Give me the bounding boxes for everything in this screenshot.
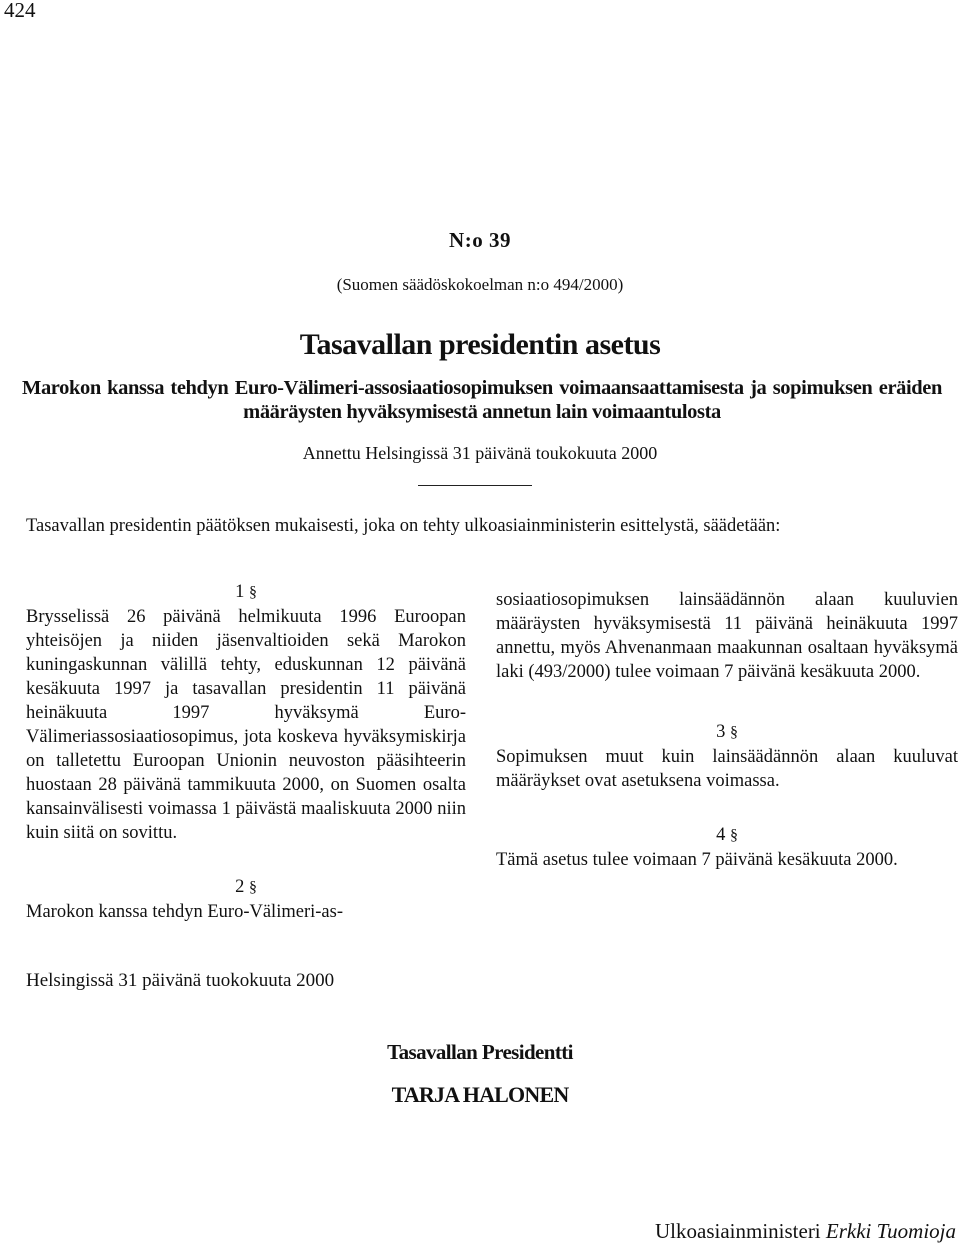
section-sign: § — [248, 879, 257, 896]
page-number: 424 — [4, 0, 36, 22]
section-sign: § — [729, 724, 738, 741]
section-2-text-start: Marokon kanssa tehdyn Euro-Välimeri-as- — [26, 902, 343, 922]
minister-signature — [655, 1219, 956, 1244]
intro-paragraph: Tasavallan presidentin päätöksen mukaisesti, joka on tehty ulkoasiainministerin esittelystä, säädetään: — [26, 516, 781, 536]
section-4-text: Tämä asetus tulee voimaan 7 päivänä kesäkuuta 2000. — [496, 850, 898, 870]
section-2-heading — [26, 875, 466, 900]
right-column — [496, 588, 958, 872]
section-4-number: 4 — [716, 825, 726, 845]
place-and-date: Helsingissä 31 päivänä tuokokuuta 2000 — [26, 970, 335, 991]
section-2-text-continued: sosiaatiosopimuksen lainsäädännön alaan kuuluvien määräysten hyväksymisestä 11 päivänä heinäkuuta 1997 annettu, myös Ahvenanmaan maakunnan osaltaan hyväksymä laki (493/2000) tulee voimaan 7 päivänä kesäkuuta 2000. — [496, 590, 958, 682]
collection-reference: (Suomen säädöskokoelman n:o 494/2000) — [336, 275, 624, 294]
document-subtitle: Marokon kanssa tehdyn Euro-Välimeri-assosiaatiosopimuksen voimaansaattamisesta ja sopimuksen eräiden määräysten hyväksymisestä annetun lain voimaantulosta — [22, 377, 942, 423]
section-3-number: 3 — [716, 722, 726, 742]
left-column — [26, 580, 466, 924]
statute-number: N:o 39 — [449, 228, 511, 252]
minister-name: Erkki Tuomioja — [825, 1219, 956, 1243]
section-4-heading — [496, 823, 958, 848]
minister-title: Ulkoasiainministeri — [655, 1219, 821, 1243]
section-1-text: Brysselissä 26 päivänä helmikuuta 1996 Euroopan yhteisöjen ja niiden jäsenvaltioiden sekä Marokon kuningaskunnan välillä tehty, eduskunnan 12 päivänä kesäkuuta 1997 ja tasavallan presidentin 11 päivänä heinäkuuta 1997 hyväksymä Euro-Välimeriassosiaatiosopimus, jota koskeva hyväksymiskirja on talletettu Euroopan Unionin neuvoston pääsihteerin huostaan 28 päivänä tammikuuta 2000, on Suomen osalta kansainvälisesti voimassa 1 päivästä maaliskuuta 2000 niin kuin siitä on sovittu. — [26, 607, 466, 843]
given-date-line: Annettu Helsingissä 31 päivänä toukokuuta 2000 — [302, 443, 658, 463]
section-sign: § — [729, 827, 738, 844]
section-sign: § — [248, 584, 257, 601]
section-3-text: Sopimuksen muut kuin lainsäädännön alaan kuuluvat määräykset ovat asetuksena voimassa. — [496, 747, 958, 791]
divider-rule — [418, 485, 532, 486]
document-title: Tasavallan presidentin asetus — [299, 328, 661, 361]
president-name: TARJA HALONEN — [391, 1082, 569, 1107]
section-2-number: 2 — [235, 877, 245, 897]
section-1-heading — [26, 580, 466, 605]
section-1-number: 1 — [235, 582, 245, 602]
president-title: Tasavallan Presidentti — [387, 1040, 573, 1064]
section-3-heading — [496, 720, 958, 745]
